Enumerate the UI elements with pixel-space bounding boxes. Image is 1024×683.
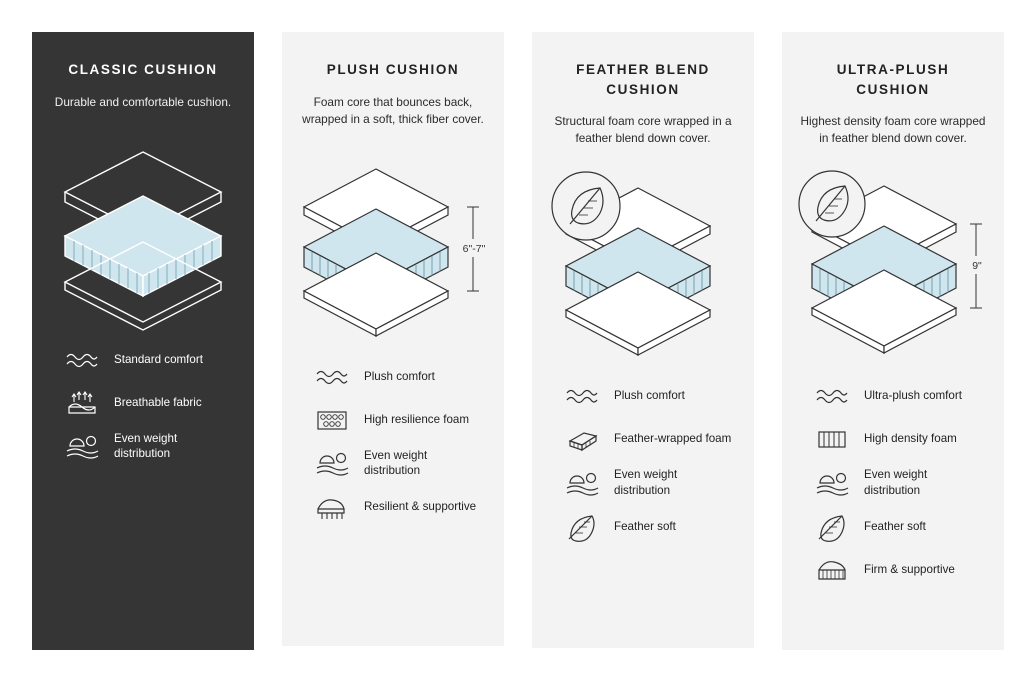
breathable-fabric-icon [62, 388, 102, 418]
card-title: PLUSH CUSHION [326, 62, 460, 77]
feature-label: Standard comfort [114, 352, 203, 366]
feather-wrapped-foam-icon [562, 424, 602, 454]
feature-item [562, 512, 736, 542]
feature-label: Even weight distribution [364, 448, 428, 478]
card-title: FEATHER BLEND CUSHION [576, 62, 710, 97]
card-title: CLASSIC CUSHION [68, 62, 218, 77]
feature-label: Even weight distribution [864, 468, 928, 497]
high-density-foam-icon [812, 424, 852, 454]
feature-item [312, 492, 486, 522]
feature-item [562, 467, 736, 498]
layer-core [65, 196, 221, 296]
cushion-card-plush[interactable] [282, 32, 504, 646]
feature-label: Feather soft [864, 519, 926, 533]
feature-item [312, 362, 486, 392]
feature-label: Resilient & supportive [364, 500, 477, 514]
feature-item [62, 345, 236, 375]
feather-icon [812, 512, 852, 542]
even-weight-icon [562, 468, 602, 498]
feature-label: Breathable fabric [114, 395, 202, 409]
feature-label: Feather-wrapped foam [614, 432, 732, 446]
feature-item [562, 381, 736, 411]
feature-label: Feather soft [614, 519, 676, 533]
wave-icon [812, 381, 852, 411]
feature-list [550, 381, 736, 541]
feature-item [562, 424, 736, 454]
feature-item [312, 448, 486, 479]
feature-item [812, 381, 986, 411]
leaf-badge [552, 172, 620, 240]
feature-item [812, 555, 986, 585]
even-weight-icon [812, 468, 852, 498]
feature-item [62, 431, 236, 462]
dimension-label: 6"-7" [462, 242, 486, 255]
cushion-diagram-plush [293, 146, 493, 346]
feature-label: High resilience foam [364, 412, 470, 426]
feature-list [800, 381, 986, 584]
cushion-diagram-ultra-plush [793, 165, 993, 365]
cushion-diagram-classic [43, 129, 243, 329]
card-description: Foam core that bounces back, wrapped in a soft, thick fiber cover. [302, 94, 484, 126]
feature-label: Even weight distribution [614, 468, 678, 497]
leaf-badge [799, 171, 865, 237]
feature-item [62, 388, 236, 418]
wave-icon [312, 362, 352, 392]
card-description: Durable and comfortable cushion. [54, 94, 232, 109]
feature-label: Firm & supportive [864, 562, 955, 576]
feature-label: Plush comfort [364, 369, 435, 383]
card-description: Structural foam core wrapped in a feather blend down cover. [554, 114, 732, 146]
firm-support-icon [812, 555, 852, 585]
cushion-card-classic[interactable] [32, 32, 254, 650]
cushion-card-ultra-plush[interactable] [782, 32, 1004, 650]
even-weight-icon [62, 431, 102, 461]
feature-label: Even weight distribution [114, 431, 178, 461]
cushion-diagram-feather-blend [543, 165, 743, 365]
wave-icon [562, 381, 602, 411]
feature-list [50, 345, 236, 462]
honeycomb-foam-icon [312, 405, 352, 435]
dimension-label: 9" [972, 260, 982, 273]
feature-label: Ultra-plush comfort [864, 389, 962, 403]
feature-item [812, 512, 986, 542]
card-description: Highest density foam core wrapped in feather blend down cover. [800, 114, 986, 146]
feature-label: High density foam [864, 432, 957, 446]
even-weight-icon [312, 448, 352, 478]
feature-item [812, 424, 986, 454]
feature-item [812, 467, 986, 498]
feather-icon [562, 512, 602, 542]
resilient-support-icon [312, 492, 352, 522]
card-title: ULTRA-PLUSH CUSHION [836, 62, 950, 97]
feature-list [300, 362, 486, 522]
feature-item [312, 405, 486, 435]
feature-label: Plush comfort [614, 389, 685, 403]
cushion-card-feather-blend[interactable] [532, 32, 754, 648]
wave-icon [62, 345, 102, 375]
